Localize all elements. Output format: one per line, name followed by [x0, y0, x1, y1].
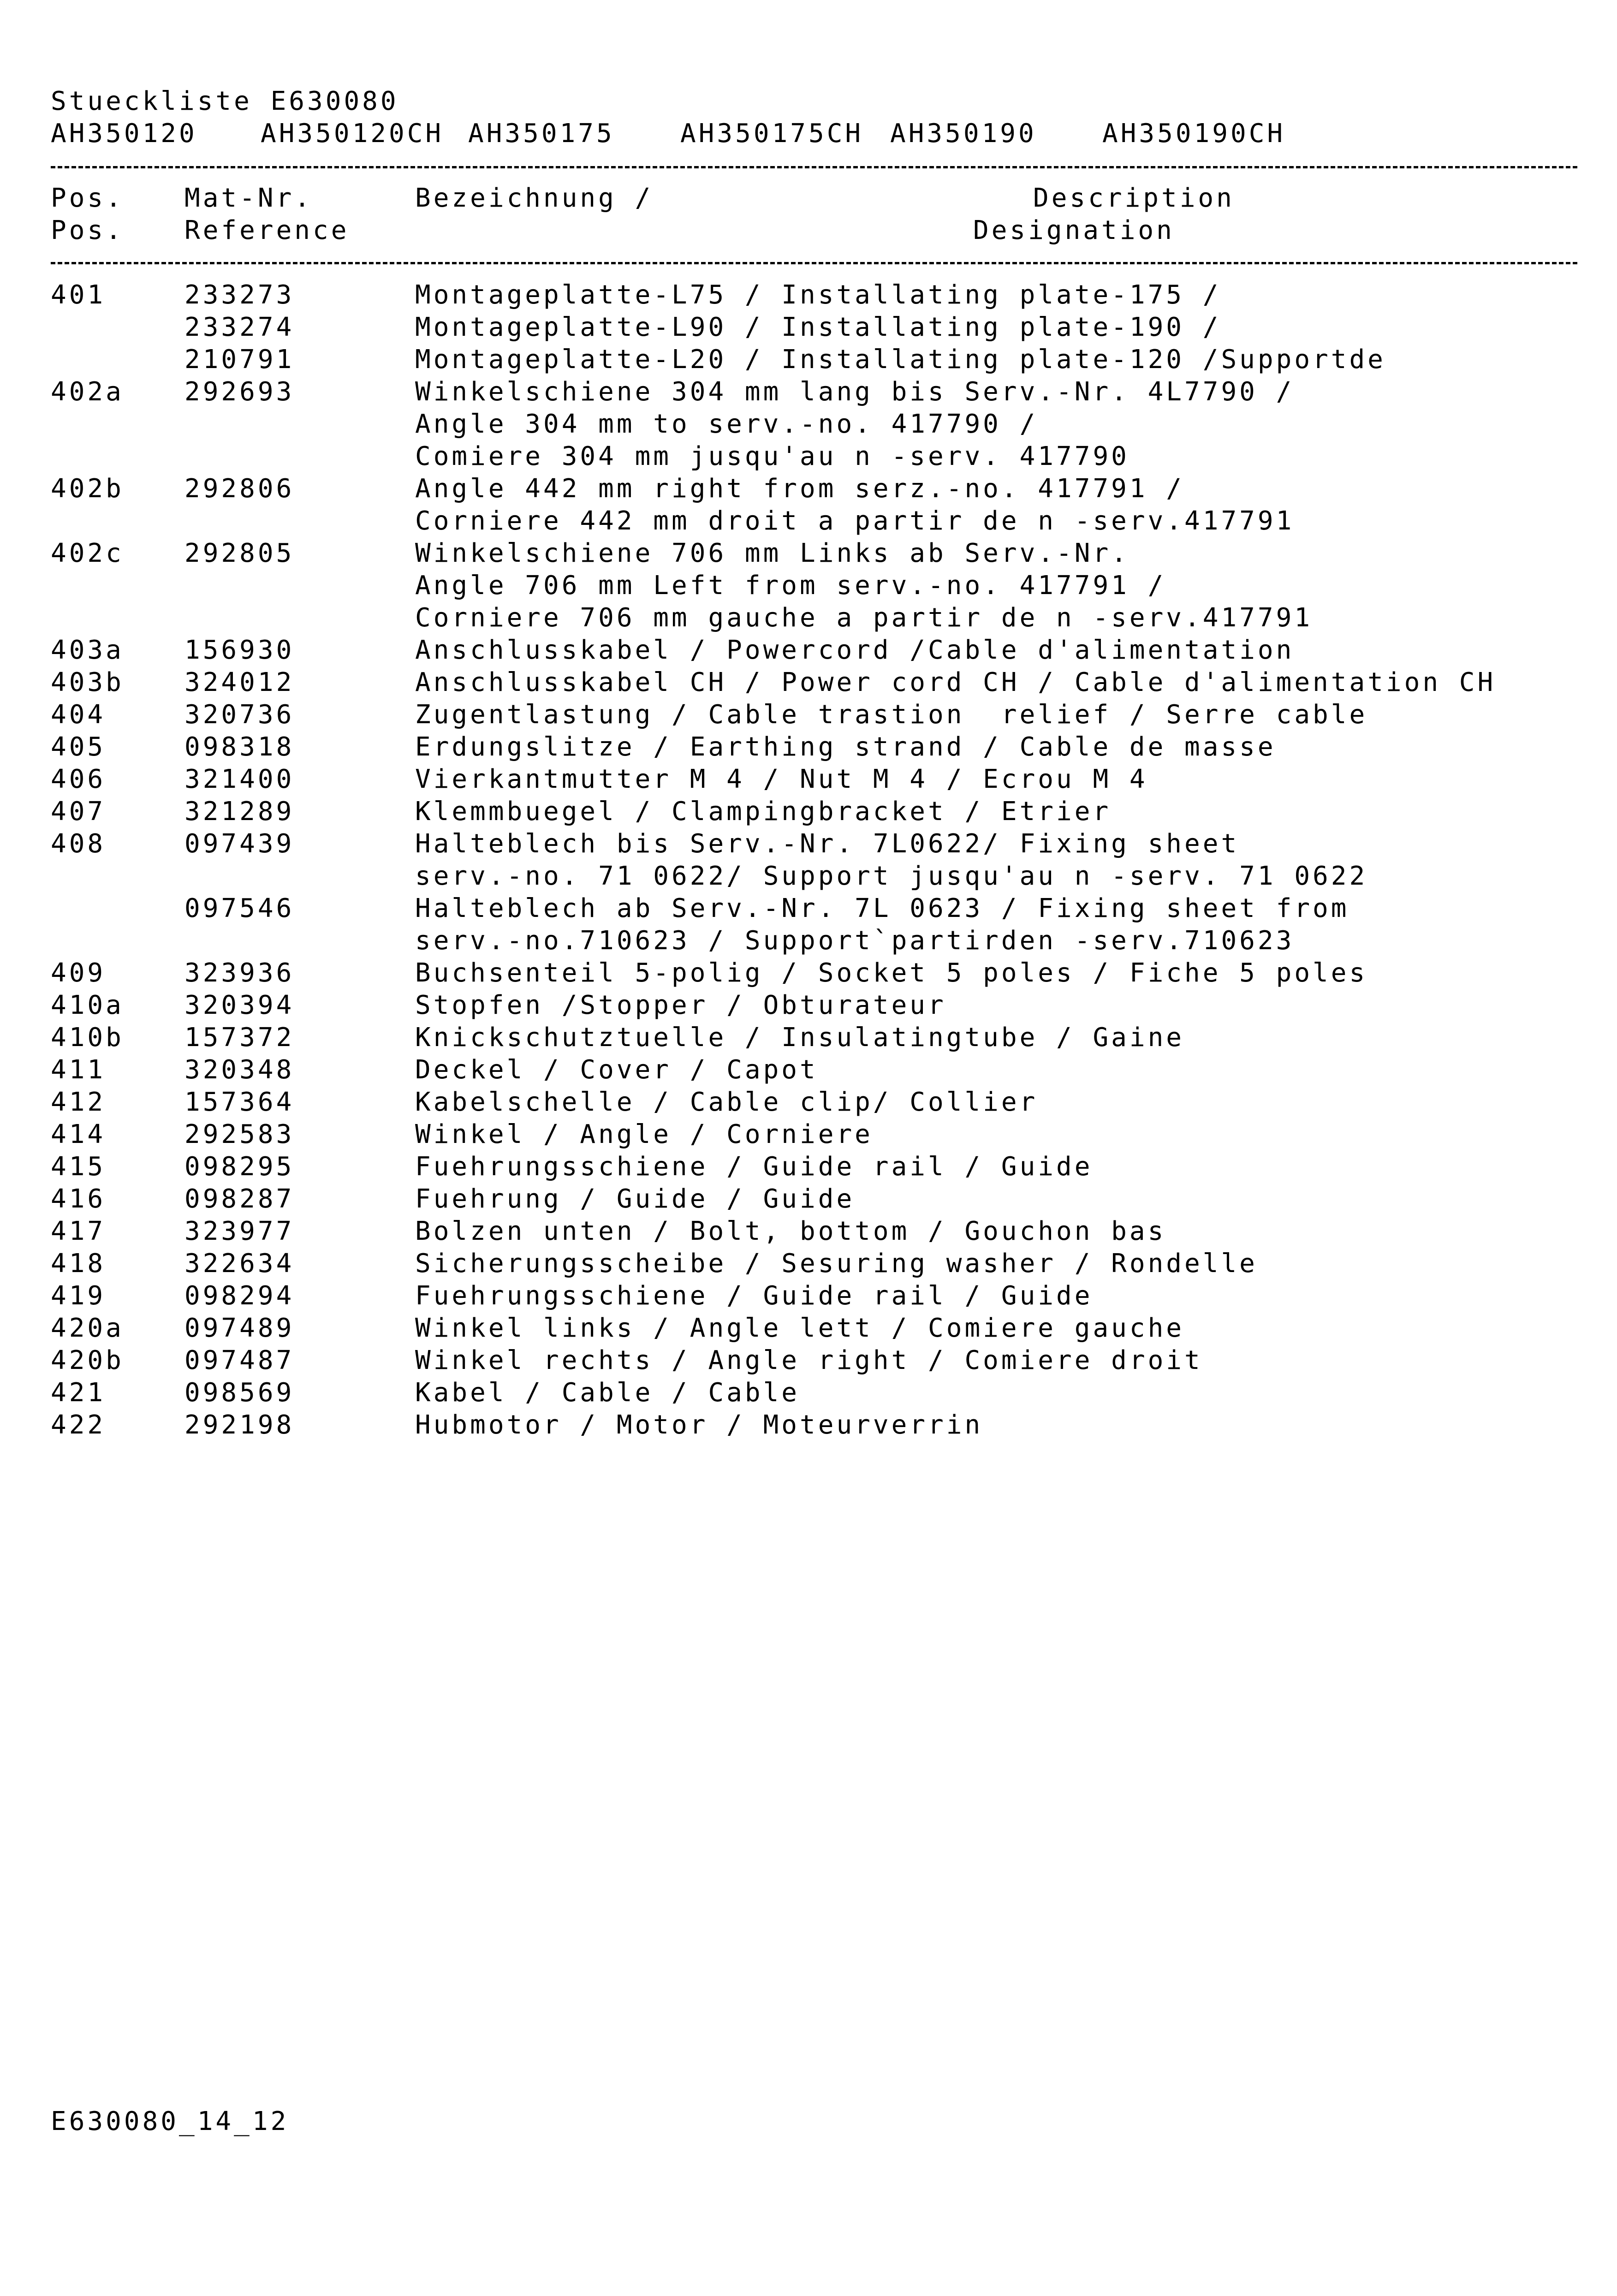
position-number: 421 [51, 1378, 106, 1408]
material-number: 098294 [184, 1281, 295, 1311]
position-number: 403b [51, 667, 124, 697]
part-description: Kabelschelle / Cable clip/ Collier [415, 1087, 1038, 1117]
part-description: Corniere 706 mm gauche a partir de n -serv.417791 [415, 603, 1313, 633]
material-number: 292693 [184, 377, 295, 407]
model-code: AH350175CH [680, 119, 864, 149]
table-header-row-1 [51, 182, 1235, 214]
material-number: 157364 [184, 1087, 295, 1117]
part-description: Hubmotor / Motor / Moteurverrin [415, 1410, 983, 1440]
material-number: 156930 [184, 635, 295, 665]
material-number: 098295 [184, 1152, 295, 1182]
part-description: Winkel rechts / Angle right / Comiere droit [415, 1345, 1203, 1375]
header-designation: Designation [973, 215, 1175, 245]
part-description: Montageplatte-L20 / Installating plate-120 /Supportde [415, 345, 1386, 375]
material-number: 097487 [184, 1345, 295, 1375]
model-list [51, 118, 1286, 150]
material-number: 320736 [184, 700, 295, 730]
position-number: 401 [51, 280, 106, 310]
document-title: Stueckliste E630080 [51, 86, 399, 116]
position-number: 419 [51, 1281, 106, 1311]
footer-code: E630080_14_12 [51, 2106, 289, 2136]
part-description: Zugentlastung / Cable trastion relief / Serre cable [415, 700, 1368, 730]
position-number: 412 [51, 1087, 106, 1117]
material-number: 097489 [184, 1313, 295, 1343]
material-number: 324012 [184, 667, 295, 697]
material-number: 323936 [184, 958, 295, 988]
part-description: serv.-no.710623 / Support`partirden -serv.710623 [415, 926, 1295, 956]
table-header-row-2 [51, 214, 1175, 247]
material-number: 321400 [184, 764, 295, 794]
model-code: AH350190 [890, 119, 1037, 149]
part-description: Montageplatte-L90 / Installating plate-190 / [415, 312, 1221, 342]
position-number: 414 [51, 1119, 106, 1149]
position-number: 416 [51, 1184, 106, 1214]
material-number: 323977 [184, 1216, 295, 1246]
part-description: Fuehrung / Guide / Guide [415, 1184, 855, 1214]
part-description: Winkel links / Angle lett / Comiere gauche [415, 1313, 1185, 1343]
part-description: Montageplatte-L75 / Installating plate-175 / [415, 280, 1221, 310]
part-description: Fuehrungsschiene / Guide rail / Guide [415, 1152, 1093, 1182]
material-number: 292805 [184, 538, 295, 568]
header-reference: Reference [184, 215, 350, 245]
material-number: 210791 [184, 345, 295, 375]
material-number: 233274 [184, 312, 295, 342]
part-description: Fuehrungsschiene / Guide rail / Guide [415, 1281, 1093, 1311]
model-code: AH350175 [468, 119, 615, 149]
part-description: Klemmbuegel / Clampingbracket / Etrier [415, 797, 1112, 827]
header-pos: Pos. [51, 215, 124, 245]
material-number: 098287 [184, 1184, 295, 1214]
part-description: Angle 442 mm right from serz.-no. 417791 / [415, 474, 1185, 504]
material-number: 097439 [184, 829, 295, 859]
position-number: 417 [51, 1216, 106, 1246]
position-number: 418 [51, 1249, 106, 1279]
position-number: 410a [51, 990, 124, 1020]
position-number: 410b [51, 1023, 124, 1053]
material-number: 097546 [184, 893, 295, 923]
part-description: Angle 706 mm Left from serv.-no. 417791 / [415, 571, 1166, 601]
part-description: Halteblech ab Serv.-Nr. 7L 0623 / Fixing sheet from [415, 893, 1349, 923]
position-number: 407 [51, 797, 106, 827]
position-number: 411 [51, 1055, 106, 1085]
part-description: Anschlusskabel CH / Power cord CH / Cable d'alimentation CH [415, 667, 1496, 697]
dashed-divider [51, 262, 1577, 264]
part-description: Winkelschiene 304 mm lang bis Serv.-Nr. 4L7790 / [415, 377, 1295, 407]
material-number: 320348 [184, 1055, 295, 1085]
model-code: AH350120 [51, 119, 197, 149]
position-number: 422 [51, 1410, 106, 1440]
part-description: Anschlusskabel / Powercord /Cable d'alimentation [415, 635, 1295, 665]
material-number: 233273 [184, 280, 295, 310]
position-number: 420b [51, 1345, 124, 1375]
part-description: Halteblech bis Serv.-Nr. 7L0622/ Fixing sheet [415, 829, 1240, 859]
header-mat-nr: Mat-Nr. [184, 183, 313, 213]
header-bezeichnung: Bezeichnung / [415, 183, 654, 213]
part-description: Vierkantmutter M 4 / Nut M 4 / Ecrou M 4 [415, 764, 1148, 794]
position-number: 402b [51, 474, 124, 504]
part-description: Knickschutztuelle / Insulatingtube / Gaine [415, 1023, 1185, 1053]
position-number: 402c [51, 538, 124, 568]
material-number: 320394 [184, 990, 295, 1020]
part-description: Buchsenteil 5-polig / Socket 5 poles / Fiche 5 poles [415, 958, 1368, 988]
position-number: 402a [51, 377, 124, 407]
position-number: 415 [51, 1152, 106, 1182]
header-description: Description [1033, 183, 1235, 213]
material-number: 292806 [184, 474, 295, 504]
position-number: 403a [51, 635, 124, 665]
part-description: Winkelschiene 706 mm Links ab Serv.-Nr. [415, 538, 1130, 568]
position-number: 408 [51, 829, 106, 859]
position-number: 404 [51, 700, 106, 730]
part-description: Angle 304 mm to serv.-no. 417790 / [415, 409, 1038, 439]
material-number: 322634 [184, 1249, 295, 1279]
position-number: 420a [51, 1313, 124, 1343]
part-description: Winkel / Angle / Corniere [415, 1119, 873, 1149]
position-number: 406 [51, 764, 106, 794]
dashed-divider [51, 166, 1577, 168]
part-description: Kabel / Cable / Cable [415, 1378, 800, 1408]
part-description: Comiere 304 mm jusqu'au n -serv. 417790 [415, 441, 1130, 471]
part-description: Erdungslitze / Earthing strand / Cable de masse [415, 732, 1276, 762]
material-number: 098318 [184, 732, 295, 762]
material-number: 292583 [184, 1119, 295, 1149]
material-number: 292198 [184, 1410, 295, 1440]
material-number: 098569 [184, 1378, 295, 1408]
part-description: Stopfen /Stopper / Obturateur [415, 990, 946, 1020]
position-number: 409 [51, 958, 106, 988]
position-number: 405 [51, 732, 106, 762]
material-number: 157372 [184, 1023, 295, 1053]
header-pos: Pos. [51, 183, 124, 213]
part-description: Sicherungsscheibe / Sesuring washer / Rondelle [415, 1249, 1258, 1279]
part-description: Corniere 442 mm droit a partir de n -serv.417791 [415, 506, 1295, 536]
part-description: Deckel / Cover / Capot [415, 1055, 818, 1085]
model-code: AH350120CH [261, 119, 444, 149]
model-code: AH350190CH [1102, 119, 1286, 149]
material-number: 321289 [184, 797, 295, 827]
part-description: serv.-no. 71 0622/ Support jusqu'au n -serv. 71 0622 [415, 861, 1368, 891]
part-description: Bolzen unten / Bolt, bottom / Gouchon bas [415, 1216, 1166, 1246]
